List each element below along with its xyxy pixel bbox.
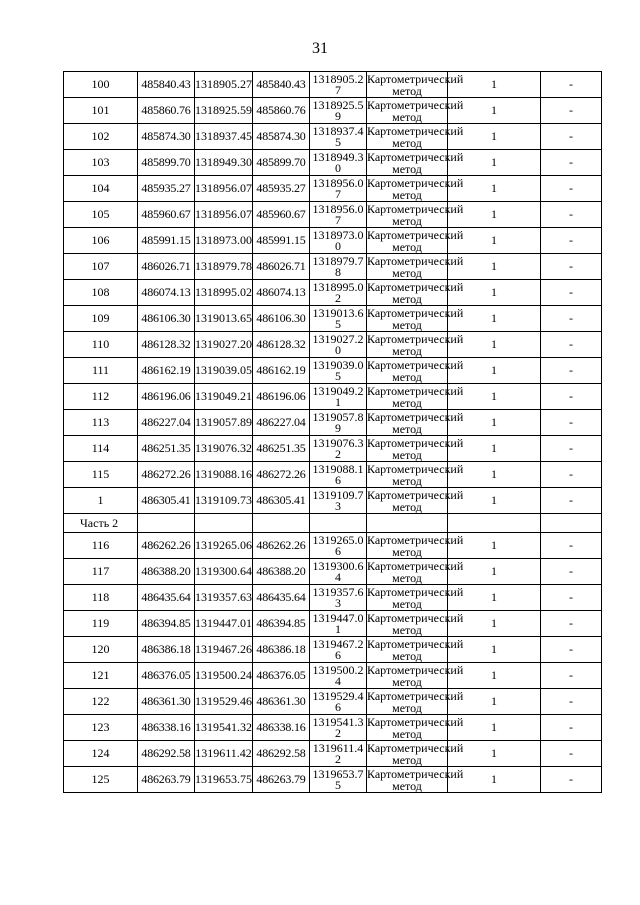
y-existing-cell: 1318979.78 xyxy=(195,254,253,280)
y-existing-cell: 1318925.59 xyxy=(195,98,253,124)
x-new-cell: 486262.26 xyxy=(253,533,310,559)
point-number-cell: 102 xyxy=(64,124,138,150)
method-cell: Картометрический метод xyxy=(367,175,464,202)
accuracy-cell: 1 xyxy=(448,358,541,384)
point-number-cell: 111 xyxy=(64,358,138,384)
y-new-cell: 1319467.26 xyxy=(310,637,367,663)
point-number-cell: 125 xyxy=(64,767,138,793)
accuracy-cell: 1 xyxy=(448,585,541,611)
point-number-cell: 106 xyxy=(64,228,138,254)
y-new-cell: 1319541.32 xyxy=(310,715,367,741)
x-existing-cell: 485899.70 xyxy=(138,150,195,176)
note-cell: - xyxy=(541,72,602,98)
method-cell: Картометрический метод xyxy=(367,714,464,741)
y-existing-cell: 1319529.46 xyxy=(195,689,253,715)
note-cell: - xyxy=(541,150,602,176)
table-row xyxy=(64,228,602,254)
x-new-cell: 486292.58 xyxy=(253,741,310,767)
point-number-cell: 1 xyxy=(64,488,138,514)
y-new-cell: 1319529.46 xyxy=(310,689,367,715)
y-existing-cell: 1318956.07 xyxy=(195,176,253,202)
table-row xyxy=(64,741,602,767)
method-cell: Картометрический метод xyxy=(367,435,464,462)
y-new-cell: 1319076.32 xyxy=(310,436,367,462)
note-cell: - xyxy=(541,124,602,150)
x-new-cell: 486386.18 xyxy=(253,637,310,663)
point-number-cell: 103 xyxy=(64,150,138,176)
point-number-cell: 118 xyxy=(64,585,138,611)
method-cell: Картометрический метод xyxy=(367,740,464,767)
method-cell: Картометрический метод xyxy=(367,461,464,488)
y-existing-cell: 1318937.45 xyxy=(195,124,253,150)
y-existing-cell: 1319300.64 xyxy=(195,559,253,585)
table-row xyxy=(64,585,602,611)
y-existing-cell: 1319088.16 xyxy=(195,462,253,488)
x-existing-cell: 486388.20 xyxy=(138,559,195,585)
y-existing-cell: 1319541.32 xyxy=(195,715,253,741)
note-cell: - xyxy=(541,384,602,410)
x-new-cell: 486106.30 xyxy=(253,306,310,332)
table-row xyxy=(64,98,602,124)
x-existing-cell: 485991.15 xyxy=(138,228,195,254)
y-new-cell: 1318949.30 xyxy=(310,150,367,176)
table-row xyxy=(64,436,602,462)
point-number-cell: 114 xyxy=(64,436,138,462)
y-new-cell: 1319265.06 xyxy=(310,533,367,559)
note-cell: - xyxy=(541,202,602,228)
method-cell: Картометрический метод xyxy=(367,279,464,306)
note-cell: - xyxy=(541,715,602,741)
y-existing-cell: 1318995.02 xyxy=(195,280,253,306)
note-cell: - xyxy=(541,663,602,689)
x-existing-cell: 486272.26 xyxy=(138,462,195,488)
coordinates-table xyxy=(63,71,602,793)
x-new-cell: 485960.67 xyxy=(253,202,310,228)
accuracy-cell: 1 xyxy=(448,689,541,715)
x-new-cell: 486272.26 xyxy=(253,462,310,488)
accuracy-cell: 1 xyxy=(448,559,541,585)
method-cell: Картометрический метод xyxy=(367,253,464,280)
method-cell: Картометрический метод xyxy=(367,766,464,793)
method-cell: Картометрический метод xyxy=(367,532,464,559)
y-new-cell: 1319653.75 xyxy=(310,767,367,793)
y-existing-cell: 1318905.27 xyxy=(195,72,253,98)
method-cell: Картометрический метод xyxy=(367,331,464,358)
coordinates-table-body xyxy=(64,72,602,793)
x-new-cell: 485840.43 xyxy=(253,72,310,98)
x-existing-cell: 486262.26 xyxy=(138,533,195,559)
note-cell: - xyxy=(541,559,602,585)
point-number-cell: 115 xyxy=(64,462,138,488)
note-cell: - xyxy=(541,280,602,306)
accuracy-cell: 1 xyxy=(448,715,541,741)
x-new-cell: 486227.04 xyxy=(253,410,310,436)
note-cell: - xyxy=(541,741,602,767)
accuracy-cell: 1 xyxy=(448,767,541,793)
y-existing-cell: 1319500.24 xyxy=(195,663,253,689)
table-row xyxy=(64,72,602,98)
y-existing-cell: 1319467.26 xyxy=(195,637,253,663)
note-cell: - xyxy=(541,488,602,514)
note-cell: - xyxy=(541,98,602,124)
empty-cell xyxy=(367,514,448,533)
y-new-cell: 1318973.00 xyxy=(310,228,367,254)
y-new-cell: 1318979.78 xyxy=(310,254,367,280)
x-existing-cell: 485960.67 xyxy=(138,202,195,228)
y-new-cell: 1319057.89 xyxy=(310,410,367,436)
x-existing-cell: 485860.76 xyxy=(138,98,195,124)
x-new-cell: 486338.16 xyxy=(253,715,310,741)
note-cell: - xyxy=(541,585,602,611)
y-existing-cell: 1319653.75 xyxy=(195,767,253,793)
x-new-cell: 485935.27 xyxy=(253,176,310,202)
point-number-cell: 121 xyxy=(64,663,138,689)
y-existing-cell: 1319109.73 xyxy=(195,488,253,514)
method-cell: Картометрический метод xyxy=(367,688,464,715)
x-existing-cell: 486196.06 xyxy=(138,384,195,410)
table-row xyxy=(64,306,602,332)
method-cell: Картометрический метод xyxy=(367,662,464,689)
y-existing-cell: 1318956.07 xyxy=(195,202,253,228)
y-existing-cell: 1319049.21 xyxy=(195,384,253,410)
table-row xyxy=(64,689,602,715)
accuracy-cell: 1 xyxy=(448,436,541,462)
method-cell: Картометрический метод xyxy=(367,610,464,637)
accuracy-cell: 1 xyxy=(448,663,541,689)
method-cell: Картометрический метод xyxy=(367,123,464,150)
x-existing-cell: 486361.30 xyxy=(138,689,195,715)
table-row xyxy=(64,488,602,514)
method-cell: Картометрический метод xyxy=(367,636,464,663)
x-new-cell: 486196.06 xyxy=(253,384,310,410)
method-cell: Картометрический метод xyxy=(367,149,464,176)
accuracy-cell: 1 xyxy=(448,611,541,637)
accuracy-cell: 1 xyxy=(448,533,541,559)
empty-cell xyxy=(310,514,367,533)
note-cell: - xyxy=(541,689,602,715)
x-new-cell: 486251.35 xyxy=(253,436,310,462)
x-new-cell: 486263.79 xyxy=(253,767,310,793)
table-row xyxy=(64,637,602,663)
method-cell: Картометрический метод xyxy=(367,97,464,124)
method-cell: Картометрический метод xyxy=(367,357,464,384)
x-new-cell: 486074.13 xyxy=(253,280,310,306)
note-cell: - xyxy=(541,637,602,663)
method-cell: Картометрический метод xyxy=(367,71,464,98)
empty-cell xyxy=(541,514,602,533)
y-new-cell: 1319109.73 xyxy=(310,488,367,514)
x-new-cell: 485899.70 xyxy=(253,150,310,176)
note-cell: - xyxy=(541,611,602,637)
y-new-cell: 1318937.45 xyxy=(310,124,367,150)
point-number-cell: 113 xyxy=(64,410,138,436)
y-new-cell: 1318905.27 xyxy=(310,72,367,98)
method-cell: Картометрический метод xyxy=(367,227,464,254)
x-new-cell: 485874.30 xyxy=(253,124,310,150)
table-row xyxy=(64,202,602,228)
note-cell: - xyxy=(541,533,602,559)
table-row xyxy=(64,462,602,488)
note-cell: - xyxy=(541,228,602,254)
y-new-cell: 1318956.07 xyxy=(310,202,367,228)
point-number-cell: 101 xyxy=(64,98,138,124)
x-existing-cell: 486435.64 xyxy=(138,585,195,611)
x-existing-cell: 486386.18 xyxy=(138,637,195,663)
y-new-cell: 1319039.05 xyxy=(310,358,367,384)
accuracy-cell: 1 xyxy=(448,410,541,436)
note-cell: - xyxy=(541,410,602,436)
accuracy-cell: 1 xyxy=(448,72,541,98)
accuracy-cell: 1 xyxy=(448,384,541,410)
y-new-cell: 1319447.01 xyxy=(310,611,367,637)
y-existing-cell: 1319027.20 xyxy=(195,332,253,358)
accuracy-cell: 1 xyxy=(448,176,541,202)
table-row xyxy=(64,663,602,689)
accuracy-cell: 1 xyxy=(448,98,541,124)
x-new-cell: 486361.30 xyxy=(253,689,310,715)
x-existing-cell: 485874.30 xyxy=(138,124,195,150)
method-cell: Картометрический метод xyxy=(367,305,464,332)
method-cell: Картометрический метод xyxy=(367,487,464,514)
x-existing-cell: 486227.04 xyxy=(138,410,195,436)
point-number-cell: 109 xyxy=(64,306,138,332)
x-existing-cell: 486251.35 xyxy=(138,436,195,462)
note-cell: - xyxy=(541,358,602,384)
empty-cell xyxy=(253,514,310,533)
method-cell: Картометрический метод xyxy=(367,201,464,228)
x-new-cell: 486388.20 xyxy=(253,559,310,585)
y-new-cell: 1319611.42 xyxy=(310,741,367,767)
note-cell: - xyxy=(541,462,602,488)
table-row xyxy=(64,384,602,410)
y-existing-cell: 1319611.42 xyxy=(195,741,253,767)
table-row xyxy=(64,410,602,436)
accuracy-cell: 1 xyxy=(448,488,541,514)
accuracy-cell: 1 xyxy=(448,741,541,767)
point-number-cell: 112 xyxy=(64,384,138,410)
table-row xyxy=(64,254,602,280)
table-row xyxy=(64,715,602,741)
accuracy-cell: 1 xyxy=(448,280,541,306)
point-number-cell: 122 xyxy=(64,689,138,715)
table-row xyxy=(64,176,602,202)
empty-cell xyxy=(138,514,195,533)
x-new-cell: 486128.32 xyxy=(253,332,310,358)
y-new-cell: 1319357.63 xyxy=(310,585,367,611)
x-new-cell: 485991.15 xyxy=(253,228,310,254)
x-new-cell: 486162.19 xyxy=(253,358,310,384)
x-new-cell: 486305.41 xyxy=(253,488,310,514)
accuracy-cell: 1 xyxy=(448,462,541,488)
point-number-cell: 110 xyxy=(64,332,138,358)
note-cell: - xyxy=(541,176,602,202)
x-existing-cell: 485840.43 xyxy=(138,72,195,98)
point-number-cell: 120 xyxy=(64,637,138,663)
accuracy-cell: 1 xyxy=(448,124,541,150)
x-existing-cell: 486074.13 xyxy=(138,280,195,306)
x-existing-cell: 486162.19 xyxy=(138,358,195,384)
note-cell: - xyxy=(541,436,602,462)
y-new-cell: 1319300.64 xyxy=(310,559,367,585)
x-new-cell: 486026.71 xyxy=(253,254,310,280)
note-cell: - xyxy=(541,306,602,332)
section-row xyxy=(64,514,602,533)
y-new-cell: 1319049.21 xyxy=(310,384,367,410)
table-row xyxy=(64,280,602,306)
section-label: Часть 2 xyxy=(64,514,138,533)
point-number-cell: 100 xyxy=(64,72,138,98)
accuracy-cell: 1 xyxy=(448,150,541,176)
y-new-cell: 1318956.07 xyxy=(310,176,367,202)
y-existing-cell: 1319013.65 xyxy=(195,306,253,332)
x-existing-cell: 485935.27 xyxy=(138,176,195,202)
y-existing-cell: 1319076.32 xyxy=(195,436,253,462)
x-existing-cell: 486292.58 xyxy=(138,741,195,767)
x-existing-cell: 486338.16 xyxy=(138,715,195,741)
table-row xyxy=(64,332,602,358)
method-cell: Картометрический метод xyxy=(367,558,464,585)
y-existing-cell: 1319039.05 xyxy=(195,358,253,384)
accuracy-cell: 1 xyxy=(448,228,541,254)
x-existing-cell: 486305.41 xyxy=(138,488,195,514)
y-new-cell: 1319088.16 xyxy=(310,462,367,488)
empty-cell xyxy=(195,514,253,533)
y-new-cell: 1319013.65 xyxy=(310,306,367,332)
point-number-cell: 123 xyxy=(64,715,138,741)
y-existing-cell: 1318949.30 xyxy=(195,150,253,176)
x-existing-cell: 486106.30 xyxy=(138,306,195,332)
y-existing-cell: 1318973.00 xyxy=(195,228,253,254)
point-number-cell: 107 xyxy=(64,254,138,280)
table-row xyxy=(64,767,602,793)
x-existing-cell: 486376.05 xyxy=(138,663,195,689)
accuracy-cell: 1 xyxy=(448,637,541,663)
accuracy-cell: 1 xyxy=(448,202,541,228)
point-number-cell: 116 xyxy=(64,533,138,559)
x-existing-cell: 486394.85 xyxy=(138,611,195,637)
y-new-cell: 1319027.20 xyxy=(310,332,367,358)
x-new-cell: 486435.64 xyxy=(253,585,310,611)
table-row xyxy=(64,559,602,585)
table-row xyxy=(64,150,602,176)
point-number-cell: 108 xyxy=(64,280,138,306)
accuracy-cell: 1 xyxy=(448,306,541,332)
x-new-cell: 485860.76 xyxy=(253,98,310,124)
y-existing-cell: 1319057.89 xyxy=(195,410,253,436)
x-existing-cell: 486128.32 xyxy=(138,332,195,358)
table-row xyxy=(64,358,602,384)
method-cell: Картометрический метод xyxy=(367,409,464,436)
method-cell: Картометрический метод xyxy=(367,584,464,611)
method-cell: Картометрический метод xyxy=(367,383,464,410)
point-number-cell: 105 xyxy=(64,202,138,228)
empty-cell xyxy=(448,514,541,533)
accuracy-cell: 1 xyxy=(448,332,541,358)
x-new-cell: 486376.05 xyxy=(253,663,310,689)
y-existing-cell: 1319357.63 xyxy=(195,585,253,611)
y-new-cell: 1318925.59 xyxy=(310,98,367,124)
point-number-cell: 119 xyxy=(64,611,138,637)
table-row xyxy=(64,533,602,559)
accuracy-cell: 1 xyxy=(448,254,541,280)
table-row xyxy=(64,611,602,637)
note-cell: - xyxy=(541,254,602,280)
point-number-cell: 104 xyxy=(64,176,138,202)
point-number-cell: 124 xyxy=(64,741,138,767)
note-cell: - xyxy=(541,767,602,793)
x-new-cell: 486394.85 xyxy=(253,611,310,637)
table-row xyxy=(64,124,602,150)
x-existing-cell: 486263.79 xyxy=(138,767,195,793)
y-new-cell: 1319500.24 xyxy=(310,663,367,689)
note-cell: - xyxy=(541,332,602,358)
y-existing-cell: 1319447.01 xyxy=(195,611,253,637)
page-number: 31 xyxy=(312,40,328,57)
x-existing-cell: 486026.71 xyxy=(138,254,195,280)
y-new-cell: 1318995.02 xyxy=(310,280,367,306)
y-existing-cell: 1319265.06 xyxy=(195,533,253,559)
point-number-cell: 117 xyxy=(64,559,138,585)
